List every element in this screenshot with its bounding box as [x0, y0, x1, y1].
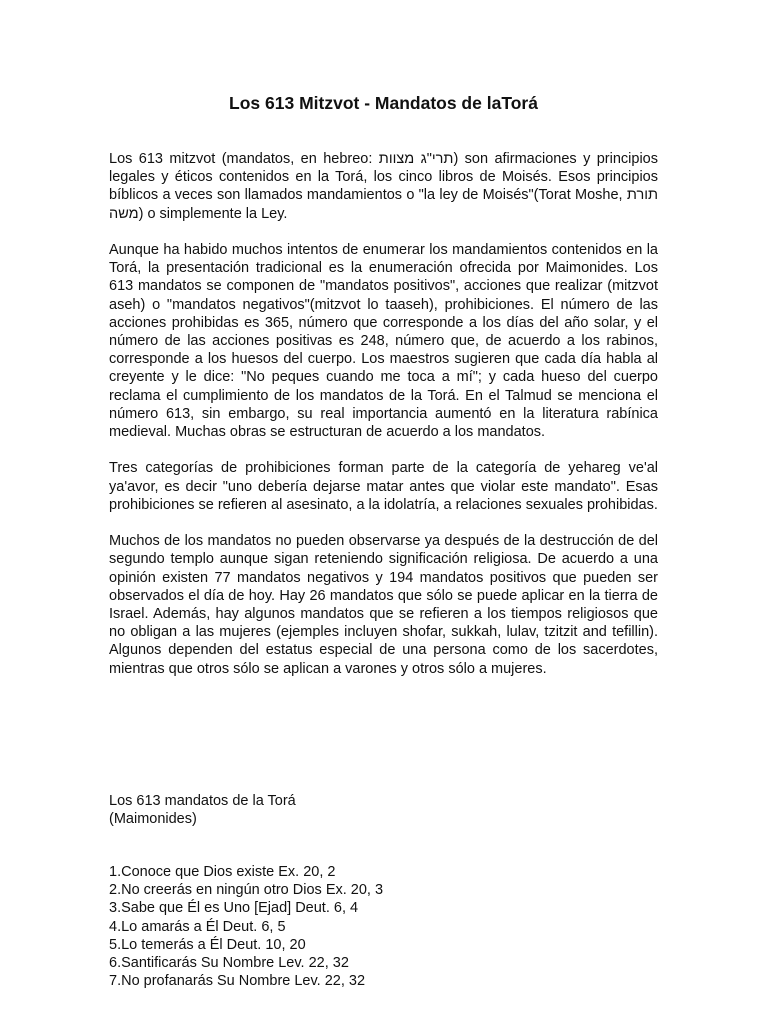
paragraph-enumeration: Aunque ha habido muchos intentos de enumerar los mandamientos contenidos en la Torá, la presentación tradicional es la enumeración ofrecida por Maimonides. Los 613 mandatos se componen de "mandatos positivos", acciones que realizar (mitzvot aseh) o "mandatos negativos"(mitzvot lo taaseh), prohibiciones. El número de las acciones prohibidas es 365, número que corresponde a los días del año solar, y el número de las acciones positivas es 248, número que, de acuerdo a los rabinos, corresponde a los huesos del cuerpo. Los maestros sugieren que cada día habla al creyente y le dice: "No peques cuando me toca a mí"; y cada hueso del cuerpo reclama el cumplimiento de los mandatos de la Torá. En el Talmud se menciona el número 613, sin embargo, su real importancia aumentó en la literatura rabínica medieval. Muchas obras se estructuran de acuerdo a los mandatos. [109, 242, 658, 441]
list-item: 1.Conoce que Dios existe Ex. 20, 2 [109, 864, 336, 880]
list-item: 7.No profanarás Su Nombre Lev. 22, 32 [109, 973, 366, 990]
paragraph-observance: Muchos de los mandatos no pueden observarse ya después de la destrucción de del segundo templo aunque sigan reteniendo significación religiosa. De acuerdo a una opinión existen 77 mandatos negativos y 194 mandatos positivos que pueden ser observados el día de hoy. Hay 26 mandatos que sólo se puede aplicar en la tierra de Israel. Además, hay algunos mandatos que se refieren a los tiempos religiosos que no obligan a las mujeres (ejemples incluyen shofar, sukkah, lulav, tzitzit and tefillin). Algunos dependen del estatus especial de una persona como de los sacerdotes, mientras que otros sólo se aplican a varones y otros sólo a mujeres. [109, 533, 658, 677]
list-item: 2.No creerás en ningún otro Dios Ex. 20, 3 [109, 882, 384, 899]
list-item: 4.Lo amarás a Él Deut. 6, 5 [109, 918, 286, 935]
list-item: 6.Santificarás Su Nombre Lev. 22, 32 [109, 955, 349, 972]
list-heading-title: Los 613 mandatos de la Torá [109, 793, 296, 809]
list-heading-source: (Maimonides) [109, 811, 197, 828]
list-item: 5.Lo temerás a Él Deut. 10, 20 [109, 936, 306, 953]
mandates-list [109, 863, 658, 990]
paragraph-intro: Los 613 mitzvot (mandatos, en hebreo: תרי"ג מצוות) son afirmaciones y principios legales y éticos contenidos en la Torá, los cinco libros de Moisés. Esos principios bíblicos a veces son llamados mandamientos o "la ley de Moisés"(Torat Moshe, תורת משה) o simplemente la Ley. [109, 151, 658, 222]
paragraph-prohibitions: Tres categorías de prohibiciones forman parte de la categoría de yehareg ve'al ya'avor, es decir "uno debería dejarse matar antes que violar este mandato". Esas prohibiciones se refieren al asesinato, a la idolatría, a relaciones sexuales prohibidas. [109, 460, 658, 513]
list-item: 3.Sabe que Él es Uno [Ejad] Deut. 6, 4 [109, 900, 359, 917]
list-heading [109, 792, 658, 828]
document-title: Los 613 Mitzvot - Mandatos de laTorá [229, 93, 538, 113]
document-body [109, 150, 658, 696]
